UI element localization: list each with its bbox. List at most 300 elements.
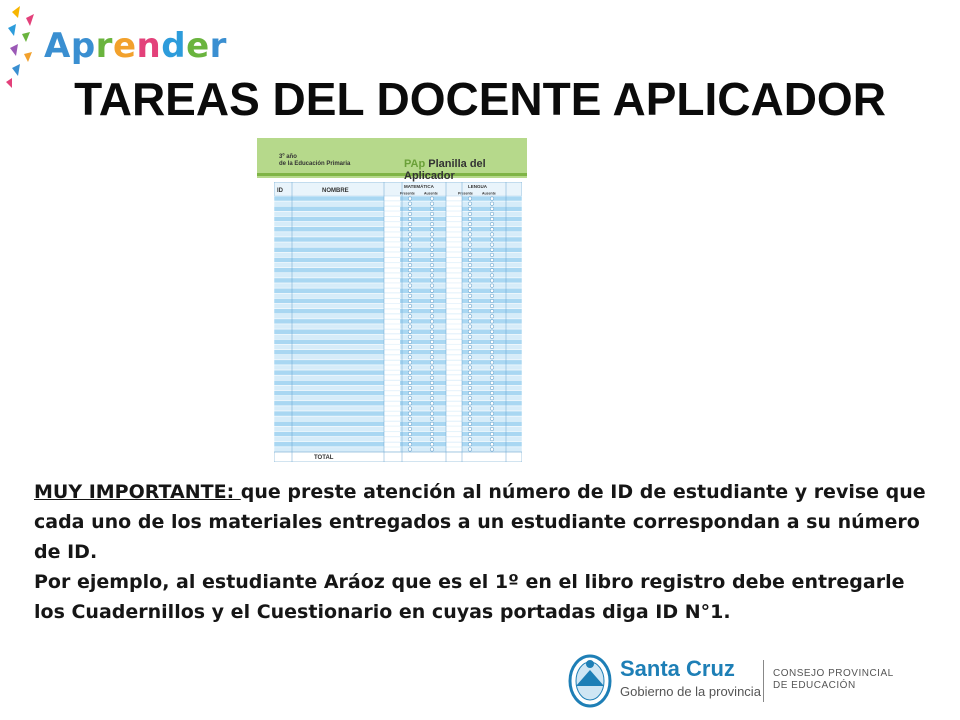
row-id-box (384, 299, 400, 303)
row-id-box (384, 309, 400, 313)
answer-bubble (430, 350, 434, 354)
answer-bubble (430, 299, 434, 303)
answer-bubble (468, 391, 472, 395)
row-id-box (384, 284, 400, 288)
answer-bubble (430, 294, 434, 298)
answer-bubble (468, 412, 472, 416)
answer-bubble (490, 207, 494, 211)
answer-bubble (490, 371, 494, 375)
sheet-title: PAp Planilla del Aplicador (404, 158, 486, 182)
answer-bubble (468, 253, 472, 257)
answer-bubble (408, 412, 412, 416)
answer-bubble (430, 407, 434, 411)
answer-bubble (490, 299, 494, 303)
row-id-box (384, 263, 400, 267)
answer-bubble (468, 197, 472, 201)
row-id-box (446, 222, 462, 226)
answer-bubble (490, 248, 494, 252)
answer-bubble (430, 417, 434, 421)
row-id-box (446, 447, 462, 451)
answer-bubble (408, 238, 412, 242)
answer-bubble (468, 437, 472, 441)
answer-bubble (430, 325, 434, 329)
answer-bubble (468, 320, 472, 324)
answer-bubble (468, 202, 472, 206)
answer-bubble (408, 366, 412, 370)
answer-bubble (430, 233, 434, 237)
row-id-box (384, 432, 400, 436)
row-id-box (446, 386, 462, 390)
answer-bubble (430, 253, 434, 257)
answer-bubble (408, 335, 412, 339)
row-id-box (446, 325, 462, 329)
answer-bubble (468, 304, 472, 308)
answer-bubble (430, 335, 434, 339)
answer-bubble (408, 417, 412, 421)
answer-bubble (430, 207, 434, 211)
row-id-box (384, 237, 400, 241)
answer-bubble (408, 427, 412, 431)
answer-bubble (430, 238, 434, 242)
answer-bubble (430, 217, 434, 221)
answer-bubble (490, 432, 494, 436)
answer-bubble (408, 320, 412, 324)
row-id-box (446, 232, 462, 236)
row-id-box (384, 340, 400, 344)
row-id-box (446, 396, 462, 400)
row-id-box (446, 202, 462, 206)
row-id-box (446, 319, 462, 323)
answer-bubble (468, 238, 472, 242)
row-id-box (446, 263, 462, 267)
answer-bubble (408, 309, 412, 313)
answer-bubble (408, 233, 412, 237)
row-id-box (446, 253, 462, 257)
applicator-sheet-image (257, 138, 527, 468)
row-id-box (384, 243, 400, 247)
answer-bubble (408, 202, 412, 206)
answer-bubble (408, 197, 412, 201)
answer-bubble (468, 268, 472, 272)
answer-bubble (430, 243, 434, 247)
row-id-box (446, 314, 462, 318)
instruction-example: Por ejemplo, al estudiante Aráoz que es el 1º en el libro registro debe entregarle los Cuadernillos y el Cuestionario en cuyas portadas diga ID N°1. (34, 571, 905, 623)
answer-bubble (430, 443, 434, 447)
answer-bubble (430, 279, 434, 283)
answer-bubble (430, 248, 434, 252)
answer-bubble (490, 263, 494, 267)
row-id-box (446, 330, 462, 334)
row-id-box (446, 207, 462, 211)
row-id-box (384, 350, 400, 354)
answer-bubble (468, 448, 472, 452)
row-id-box (446, 432, 462, 436)
answer-bubble (430, 309, 434, 313)
answer-bubble (408, 422, 412, 426)
answer-bubble (490, 437, 494, 441)
answer-bubble (468, 340, 472, 344)
math-present-label: Presente (400, 191, 415, 196)
answer-bubble (490, 402, 494, 406)
row-id-box (384, 365, 400, 369)
answer-bubble (430, 289, 434, 293)
answer-bubble (468, 212, 472, 216)
answer-bubble (490, 381, 494, 385)
answer-bubble (490, 448, 494, 452)
row-id-box (446, 391, 462, 395)
answer-bubble (468, 381, 472, 385)
answer-bubble (468, 443, 472, 447)
answer-bubble (490, 309, 494, 313)
answer-bubble (430, 366, 434, 370)
answer-bubble (490, 289, 494, 293)
answer-bubble (430, 376, 434, 380)
row-id-box (384, 360, 400, 364)
answer-bubble (408, 371, 412, 375)
answer-bubble (430, 361, 434, 365)
answer-bubble (490, 315, 494, 319)
row-id-box (446, 273, 462, 277)
footer-divider (763, 660, 764, 702)
answer-bubble (408, 361, 412, 365)
answer-bubble (490, 386, 494, 390)
row-id-box (446, 212, 462, 216)
row-id-box (446, 268, 462, 272)
answer-bubble (430, 222, 434, 226)
answer-bubble (468, 330, 472, 334)
answer-bubble (490, 325, 494, 329)
answer-bubble (490, 212, 494, 216)
answer-bubble (408, 263, 412, 267)
answer-bubble (430, 320, 434, 324)
council-name: CONSEJO PROVINCIAL DE EDUCACIÓN (773, 668, 894, 691)
row-id-box (384, 376, 400, 380)
answer-bubble (430, 330, 434, 334)
answer-bubble (490, 222, 494, 226)
row-id-box (446, 417, 462, 421)
answer-bubble (430, 427, 434, 431)
answer-bubble (430, 304, 434, 308)
answer-bubble (468, 315, 472, 319)
row-id-box (384, 381, 400, 385)
row-id-box (446, 376, 462, 380)
answer-bubble (490, 396, 494, 400)
answer-bubble (468, 279, 472, 283)
instructions (34, 477, 934, 627)
row-id-box (384, 278, 400, 282)
row-id-box (446, 350, 462, 354)
row-id-box (446, 299, 462, 303)
answer-bubble (408, 355, 412, 359)
row-id-box (384, 248, 400, 252)
answer-bubble (408, 448, 412, 452)
row-id-box (446, 284, 462, 288)
answer-bubble (468, 289, 472, 293)
answer-bubble (430, 274, 434, 278)
answer-bubble (468, 417, 472, 421)
answer-bubble (490, 320, 494, 324)
row-id-box (446, 406, 462, 410)
answer-bubble (408, 217, 412, 221)
answer-bubble (490, 202, 494, 206)
row-id-box (446, 360, 462, 364)
answer-bubble (408, 222, 412, 226)
row-id-box (384, 325, 400, 329)
answer-bubble (408, 432, 412, 436)
row-id-box (384, 294, 400, 298)
row-id-box (384, 207, 400, 211)
answer-bubble (490, 274, 494, 278)
answer-bubble (490, 422, 494, 426)
row-id-box (384, 447, 400, 451)
row-id-box (446, 381, 462, 385)
answer-bubble (408, 325, 412, 329)
row-id-box (384, 197, 400, 201)
answer-bubble (490, 284, 494, 288)
row-id-box (384, 406, 400, 410)
answer-bubble (490, 427, 494, 431)
answer-bubble (408, 248, 412, 252)
answer-bubble (468, 407, 472, 411)
answer-bubble (408, 402, 412, 406)
answer-bubble (408, 268, 412, 272)
row-id-box (384, 355, 400, 359)
row-id-box (384, 330, 400, 334)
row-id-box (446, 371, 462, 375)
row-id-box (446, 309, 462, 313)
answer-bubble (490, 443, 494, 447)
answer-bubble (408, 274, 412, 278)
lang-absent-label: Ausente (482, 191, 496, 196)
answer-bubble (408, 253, 412, 257)
instruction-important (34, 477, 934, 567)
row-id-box (446, 365, 462, 369)
answer-bubble (408, 391, 412, 395)
answer-bubble (408, 315, 412, 319)
row-id-box (446, 345, 462, 349)
answer-bubble (430, 437, 434, 441)
row-id-box (384, 232, 400, 236)
lang-present-label: Presente (458, 191, 473, 196)
answer-bubble (468, 427, 472, 431)
answer-bubble (430, 258, 434, 262)
row-id-box (446, 401, 462, 405)
answer-bubble (408, 284, 412, 288)
answer-bubble (468, 274, 472, 278)
answer-bubble (468, 355, 472, 359)
answer-bubble (408, 437, 412, 441)
answer-bubble (490, 361, 494, 365)
answer-bubble (430, 340, 434, 344)
answer-bubble (408, 345, 412, 349)
row-id-box (446, 442, 462, 446)
answer-bubble (430, 315, 434, 319)
row-id-box (384, 227, 400, 231)
row-id-box (384, 437, 400, 441)
row-id-box (384, 427, 400, 431)
row-id-box (446, 437, 462, 441)
answer-bubble (468, 350, 472, 354)
answer-bubble (408, 299, 412, 303)
answer-bubble (490, 294, 494, 298)
row-id-box (384, 314, 400, 318)
answer-bubble (408, 294, 412, 298)
answer-bubble (490, 268, 494, 272)
answer-bubble (408, 258, 412, 262)
row-id-box (384, 258, 400, 262)
answer-bubble (490, 340, 494, 344)
answer-bubble (408, 330, 412, 334)
answer-bubble (430, 402, 434, 406)
answer-bubble (468, 402, 472, 406)
answer-bubble (408, 396, 412, 400)
row-id-box (384, 442, 400, 446)
answer-bubble (408, 279, 412, 283)
answer-bubble (468, 294, 472, 298)
math-absent-label: Ausente (424, 191, 438, 196)
coat-of-arms-icon (566, 654, 614, 708)
santa-cruz-name: Santa Cruz (620, 656, 735, 681)
answer-bubble (468, 361, 472, 365)
row-id-box (446, 427, 462, 431)
answer-bubble (408, 350, 412, 354)
answer-bubble (490, 345, 494, 349)
answer-bubble (490, 304, 494, 308)
row-id-box (384, 273, 400, 277)
answer-bubble (490, 227, 494, 231)
logo-text: Aprender (44, 26, 227, 66)
row-id-box (446, 340, 462, 344)
santa-cruz-subtitle: Gobierno de la provincia (620, 684, 761, 699)
answer-bubble (408, 212, 412, 216)
row-id-box (384, 202, 400, 206)
row-id-box (446, 217, 462, 221)
row-id-box (446, 197, 462, 201)
answer-bubble (468, 299, 472, 303)
answer-bubble (430, 412, 434, 416)
row-id-box (446, 278, 462, 282)
answer-bubble (490, 417, 494, 421)
answer-bubble (468, 386, 472, 390)
row-id-box (446, 412, 462, 416)
instruction-line1: que preste atención al número de ID de estudiante y revise que cada uno de los materiales entregados a un estudiante correspondan a su número de ID. (34, 481, 926, 563)
row-id-box (446, 237, 462, 241)
row-id-box (384, 412, 400, 416)
answer-bubble (408, 381, 412, 385)
answer-bubble (490, 253, 494, 257)
answer-bubble (408, 443, 412, 447)
answer-bubble (490, 197, 494, 201)
row-id-box (384, 268, 400, 272)
answer-bubble (468, 258, 472, 262)
answer-bubble (490, 243, 494, 247)
answer-bubble (490, 330, 494, 334)
answer-bubble (408, 340, 412, 344)
answer-bubble (490, 366, 494, 370)
answer-bubble (408, 227, 412, 231)
answer-bubble (430, 202, 434, 206)
row-id-box (384, 217, 400, 221)
row-id-box (384, 391, 400, 395)
answer-bubble (468, 396, 472, 400)
answer-bubble (430, 386, 434, 390)
answer-bubble (430, 284, 434, 288)
answer-bubble (490, 217, 494, 221)
row-id-box (446, 248, 462, 252)
row-id-box (384, 417, 400, 421)
answer-bubble (468, 227, 472, 231)
answer-bubble (468, 233, 472, 237)
grid-total-row (274, 452, 522, 462)
answer-bubble (408, 243, 412, 247)
answer-bubble (430, 268, 434, 272)
answer-bubble (490, 335, 494, 339)
answer-bubble (468, 263, 472, 267)
answer-bubble (468, 376, 472, 380)
answer-bubble (490, 233, 494, 237)
row-id-box (446, 289, 462, 293)
answer-bubble (430, 371, 434, 375)
answer-bubble (408, 304, 412, 308)
col-name-label: NOMBRE (322, 188, 349, 194)
row-id-box (446, 422, 462, 426)
answer-bubble (430, 381, 434, 385)
col-id-label: ID (277, 188, 283, 194)
answer-bubble (430, 263, 434, 267)
row-id-box (446, 294, 462, 298)
answer-bubble (468, 345, 472, 349)
answer-bubble (490, 279, 494, 283)
col-lang-label: LENGUA (468, 184, 487, 189)
answer-bubble (468, 366, 472, 370)
answer-bubble (408, 386, 412, 390)
row-id-box (384, 289, 400, 293)
answer-bubble (468, 309, 472, 313)
row-id-box (446, 258, 462, 262)
answer-bubble (490, 258, 494, 262)
answer-bubble (490, 391, 494, 395)
answer-bubble (490, 407, 494, 411)
row-id-box (446, 243, 462, 247)
answer-bubble (490, 350, 494, 354)
row-id-box (446, 355, 462, 359)
answer-bubble (468, 432, 472, 436)
row-id-box (384, 335, 400, 339)
row-id-box (384, 401, 400, 405)
answer-bubble (468, 243, 472, 247)
row-id-box (384, 212, 400, 216)
answer-bubble (408, 407, 412, 411)
row-id-box (384, 396, 400, 400)
row-id-box (384, 371, 400, 375)
col-math-label: MATEMÁTICA (404, 184, 434, 189)
answer-bubble (468, 335, 472, 339)
answer-bubble (430, 391, 434, 395)
row-id-box (384, 304, 400, 308)
row-id-box (384, 222, 400, 226)
row-id-box (446, 304, 462, 308)
page-title: TAREAS DEL DOCENTE APLICADOR (74, 73, 886, 125)
answer-bubble (490, 412, 494, 416)
answer-bubble (408, 207, 412, 211)
answer-bubble (430, 432, 434, 436)
row-id-box (446, 227, 462, 231)
answer-bubble (490, 355, 494, 359)
answer-bubble (408, 376, 412, 380)
answer-bubble (468, 217, 472, 221)
answer-bubble (430, 227, 434, 231)
answer-bubble (430, 345, 434, 349)
